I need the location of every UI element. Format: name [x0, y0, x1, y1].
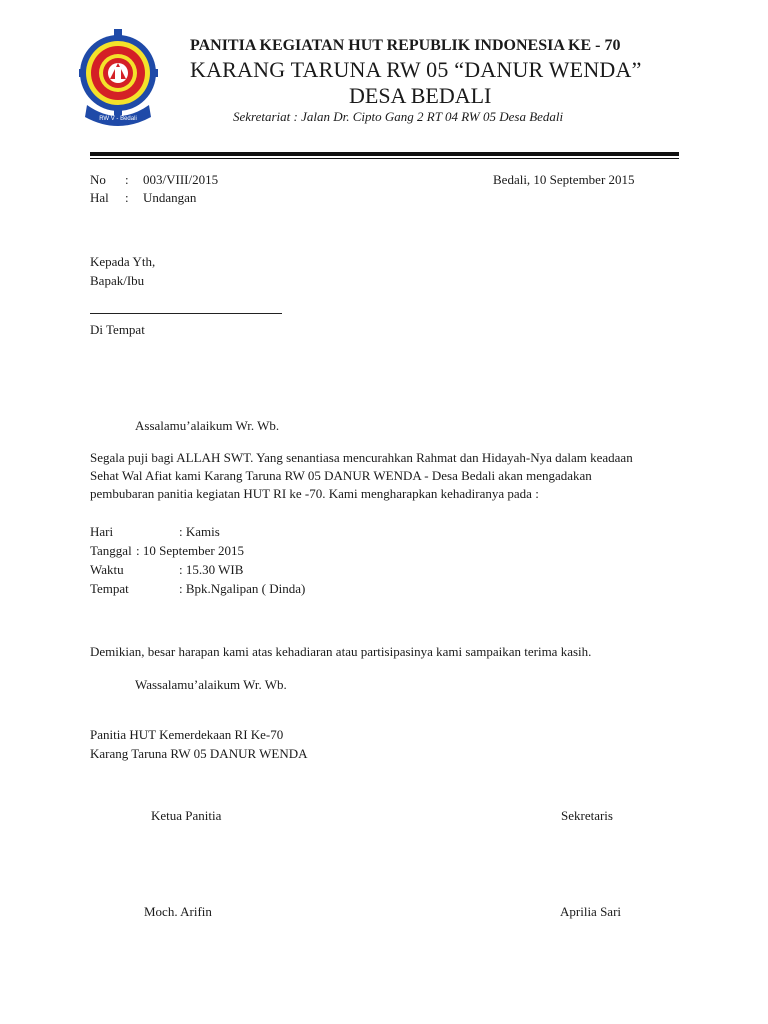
- detail-label-waktu: Waktu: [90, 562, 124, 577]
- paragraph-line: pembubaran panitia kegiatan HUT RI ke -70. Kami mengharapkan kehadiranya pada :: [90, 486, 539, 501]
- logo-text: RW V - Bedali: [99, 116, 137, 122]
- org-line-2: Karang Taruna RW 05 DANUR WENDA: [90, 746, 308, 761]
- signatory-title-right: Sekretaris: [561, 808, 613, 823]
- letterhead-rule-thick: [90, 152, 679, 156]
- body-paragraph: [90, 449, 680, 503]
- recipient-line-2: Bapak/Ibu: [90, 273, 145, 288]
- hal-label: Hal: [90, 190, 109, 205]
- recipient-blank-line: [90, 313, 282, 314]
- paragraph-line: Sehat Wal Afiat kami Karang Taruna RW 05 DANUR WENDA - Desa Bedali akan mengadakan: [90, 468, 592, 483]
- farewell: Wassalamu’alaikum Wr. Wb.: [135, 677, 287, 692]
- detail-label-hari: Hari: [90, 524, 114, 539]
- karang-taruna-logo: [79, 27, 158, 131]
- header-line-1: PANITIA KEGIATAN HUT REPUBLIK INDONESIA KE - 70: [190, 37, 621, 54]
- detail-value-waktu: : 15.30 WIB: [179, 562, 244, 577]
- org-line-1: Panitia HUT Kemerdekaan RI Ke-70: [90, 727, 284, 742]
- secretariat-address: Sekretariat : Jalan Dr. Cipto Gang 2 RT 04 RW 05 Desa Bedali: [233, 109, 564, 124]
- header-line-2: KARANG TARUNA RW 05 “DANUR WENDA”: [190, 57, 642, 82]
- letter-date: Bedali, 10 September 2015: [493, 172, 635, 187]
- no-value: 003/VIII/2015: [143, 172, 219, 187]
- header-line-3: DESA BEDALI: [349, 83, 492, 108]
- signatory-name-right: Aprilia Sari: [560, 904, 622, 919]
- no-colon: :: [125, 172, 129, 187]
- detail-label-tempat: Tempat: [90, 581, 129, 596]
- closing-sentence: Demikian, besar harapan kami atas kehadiaran atau partisipasinya kami sampaikan terima kasih.: [90, 644, 592, 659]
- detail-label-tanggal: Tanggal: [90, 543, 132, 558]
- signatory-title-left: Ketua Panitia: [151, 808, 222, 823]
- detail-value-hari: : Kamis: [179, 524, 220, 539]
- hal-colon: :: [125, 190, 129, 205]
- recipient-line-1: Kepada Yth,: [90, 254, 156, 269]
- paragraph-line: Segala puji bagi ALLAH SWT. Yang senantiasa mencurahkan Rahmat dan Hidayah-Nya dalam keadaan: [90, 450, 633, 465]
- letterhead-rule-thin: [90, 158, 679, 159]
- greeting: Assalamu’alaikum Wr. Wb.: [135, 418, 280, 433]
- detail-value-tanggal: : 10 September 2015: [136, 543, 244, 558]
- hal-value: Undangan: [143, 190, 197, 205]
- no-label: No: [90, 172, 106, 187]
- detail-value-tempat: : Bpk.Ngalipan ( Dinda): [179, 581, 306, 596]
- signatory-name-left: Moch. Arifin: [144, 904, 212, 919]
- recipient-place: Di Tempat: [90, 322, 145, 337]
